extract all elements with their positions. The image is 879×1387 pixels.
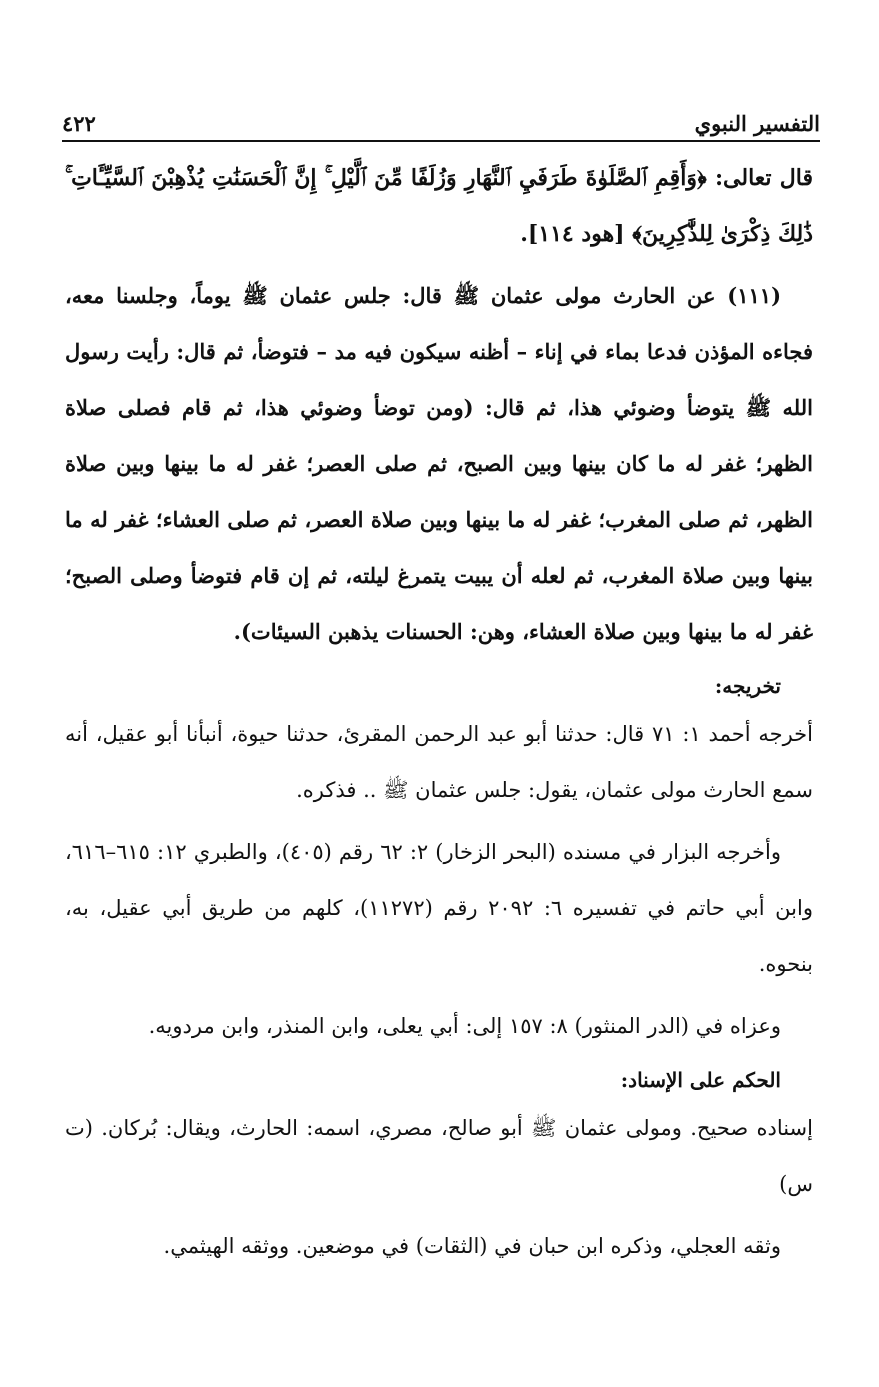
page-number: ٤٢٢: [62, 111, 96, 136]
takhrij-heading: تخريجه:: [714, 674, 781, 698]
hukm-paragraph-2: وثقه العجلي، وذكره ابن حبان في (الثقات) في موضعين. ووثقه الهيثمي.: [163, 1234, 781, 1258]
page-body: [65, 150, 813, 1280]
verse-intro: قال تعالى: ﴿وَأَقِمِ ٱلصَّلَوٰةَ طَرَفَيِ ٱلنَّهَارِ وَزُلَفًا مِّنَ ٱلَّيْلِ ۚ إِنَّ ٱلْحَسَنَٰتِ يُذْهِبْنَ ٱلسَّيِّـَٔاتِ ۚ ذَٰلِكَ ذِكْرَىٰ لِلذَّٰكِرِينَ﴾ [هود ١١٤].: [65, 165, 813, 247]
hukm-paragraph-1: إسناده صحيح. ومولى عثمان ﷺ أبو صالح، مصري، اسمه: الحارث، ويقال: بُركان. (ت س): [65, 1116, 813, 1196]
book-title: التفسير النبوي: [694, 111, 820, 136]
hukm-heading: الحكم على الإسناد:: [620, 1068, 781, 1092]
takhrij-paragraph-2: وأخرجه البزار في مسنده (البحر الزخار) ٢: ٦٢ رقم (٤٠٥)، والطبري ١٢: ٦١٥–٦١٦، وابن أبي حاتم في تفسيره ٦: ٢٠٩٢ رقم (١١٢٧٢)، كلهم من طريق أبي عقيل، به، بنحوه.: [65, 840, 813, 976]
takhrij-paragraph-3: وعزاه في (الدر المنثور) ٨: ١٥٧ إلى: أبي يعلى، وابن المنذر، وابن مردويه.: [148, 1014, 781, 1038]
hadith-text: (١١١) عن الحارث مولى عثمان ﷺ قال: جلس عثمان ﷺ يوماً، وجلسنا معه، فجاءه المؤذن فدعا بماء في إناء – أظنه سيكون فيه مد – فتوضأ، ثم قال: رأيت رسول الله ﷺ يتوضأ وضوئي هذا، ثم قال: (ومن توضأ وضوئي هذا، ثم قام فصلى صلاة الظهر؛ غفر له ما كان بينها وبين الصبح، ثم صلى العصر؛ غفر له ما بينها وبين صلاة الظهر، ثم صلى المغرب؛ غفر له ما بينها وبين صلاة العصر، ثم صلى العشاء؛ غفر له ما بينها وبين صلاة المغرب، ثم لعله أن يبيت يتمرغ ليلته، ثم إن قام فتوضأ وصلى الصبح؛ غفر له ما بينها وبين صلاة العشاء، وهن: الحسنات يذهبن السيئات).: [65, 283, 813, 644]
page-header: [62, 106, 820, 142]
takhrij-paragraph-1: أخرجه أحمد ١: ٧١ قال: حدثنا أبو عبد الرحمن المقرئ، حدثنا حيوة، أنبأنا أبو عقيل، أنه سمع الحارث مولى عثمان، يقول: جلس عثمان ﷺ .. فذكره.: [65, 722, 813, 802]
